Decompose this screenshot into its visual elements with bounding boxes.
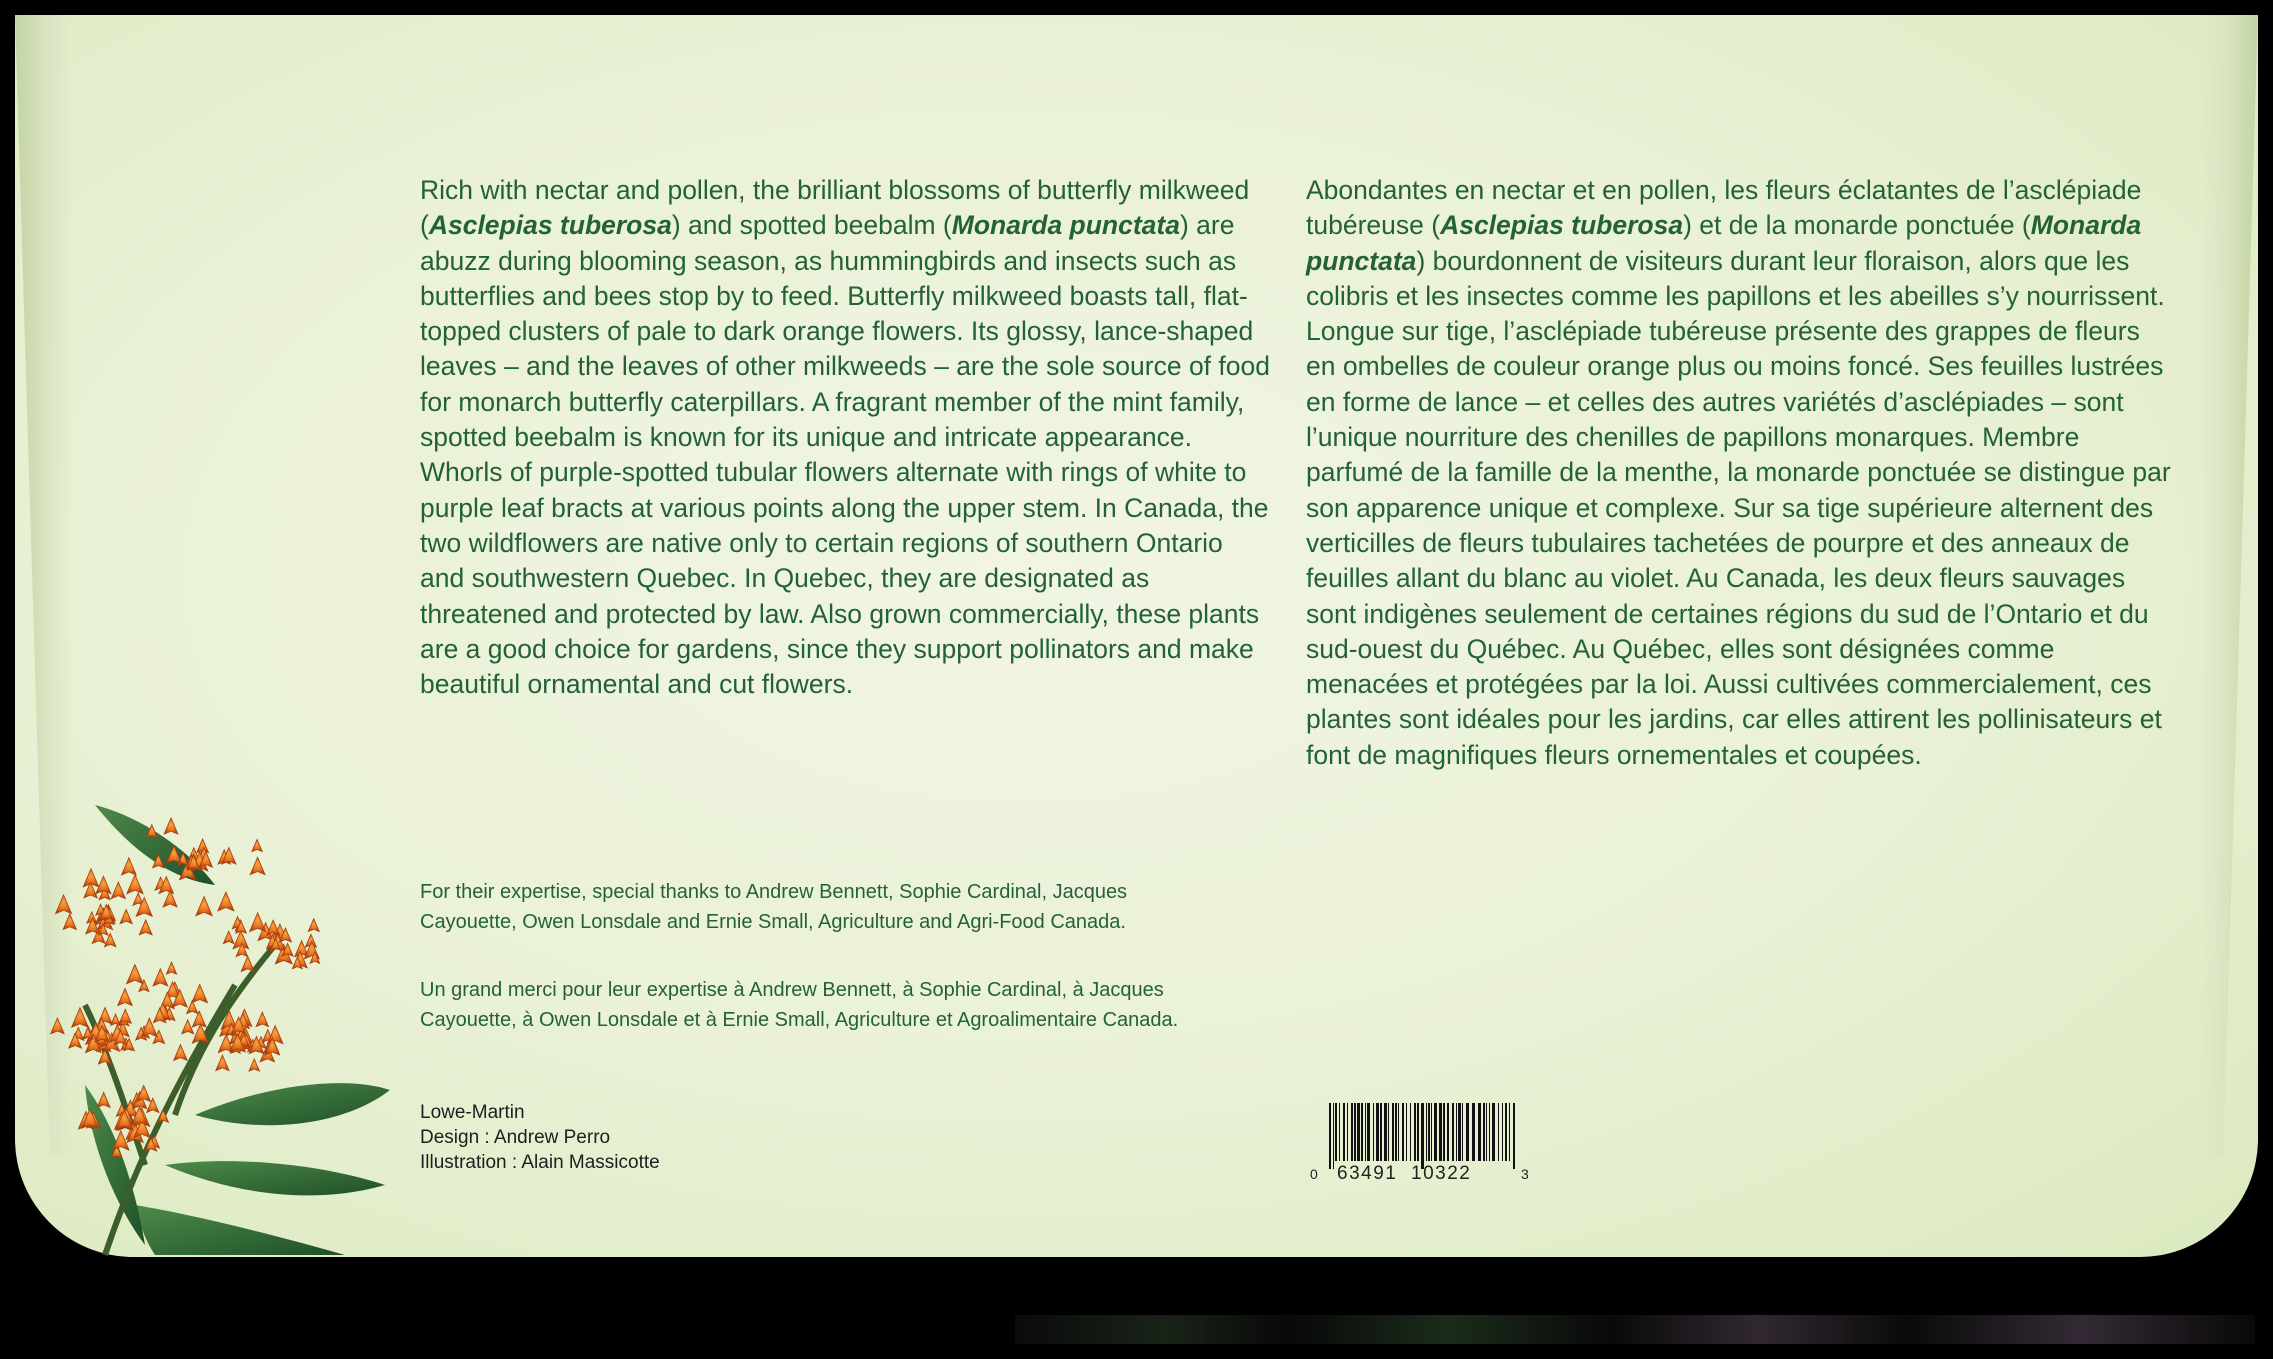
barcode-bar [1417,1103,1419,1161]
barcode-bar [1351,1103,1353,1161]
barcode-bar [1414,1103,1416,1161]
barcode-bar [1343,1103,1345,1161]
barcode-bar [1478,1103,1481,1161]
barcode-bar [1376,1103,1379,1161]
flower-illustration-strip [1015,1315,2255,1344]
barcode-bar [1347,1103,1348,1161]
barcode-bar [1388,1103,1389,1161]
barcode-bar [1431,1103,1432,1161]
english-description [420,173,1270,702]
barcode-bar [1443,1103,1445,1161]
thanks-english: For their expertise, special thanks to Andrew Bennett, Sophie Cardinal, Jacques Cayouette, Owen Lonsdale and Ernie Small, Agriculture and Agri-Food Canada. [420,881,1128,933]
barcode-bar [1339,1103,1340,1161]
species-name-milkweed: Asclepias tuberosa [428,210,672,241]
barcode-bar [1456,1103,1457,1161]
barcode-bar [1439,1103,1442,1161]
flower-petal [267,920,280,935]
barcode-bar [1462,1103,1463,1161]
barcode-bar [1426,1103,1427,1161]
flower-petal [127,875,143,894]
french-text-part: ) bourdonnent de visiteurs durant leur floraison, alors que les colibris et les insectes comme les papillons et les abeilles s’y nourrissent. Longue sur tige, l’asclépiade tubéreuse présente des grappes de fleurs en ombelles de couleur orange plus ou moins foncé. Ses feuilles lustrées en forme de lance – et celles des autres variétés d’asclépiades – sont l’unique nourriture des chenilles de papillons monarques. Membre parfumé de la famille de la menthe, la monarde ponctuée se distingue par son apparence unique et complexe. Sur sa tige supérieure alternent des verticilles de fleurs tubulaires tachetées de pourpre et des anneaux de feuilles allant du blanc au violet. Au Canada, les deux fleurs sauvages sont indigènes seulement de certaines régions du sud de l’Ontario et du sud-ouest du Québec. Au Québec, elles sont désignées comme menacées et protégées par la loi. Aussi cultivées commercialement, ces plantes sont idéales pour les jardins, car elles attirent les pollinisateurs et font de magnifiques fleurs ornementales et coupées. [1306,245,2171,770]
credits [420,1100,660,1175]
milkweed-illustration [45,785,445,1257]
flower-petal [119,1009,131,1023]
flower-petal [241,956,254,971]
barcode-bar [1333,1103,1334,1169]
barcode-lead-digit: 0 [1310,1166,1318,1182]
barcode-bars [1329,1103,1515,1169]
flower-petal [250,913,266,932]
barcode-left-digits: 63491 [1337,1163,1398,1183]
flower-petal [164,818,178,834]
flower-petal [223,931,234,944]
species-name-beebalm: Monarda punctata [1306,210,2142,276]
barcode-bar [1483,1103,1485,1161]
barcode-bar [1505,1103,1507,1161]
illustration-credit: Illustration : Alain Massicotte [420,1152,660,1173]
flower-petal [51,1018,65,1034]
barcode-bar [1458,1103,1461,1161]
stamp-envelope-frame [15,15,2258,1344]
french-text-part: ) et de la monarde ponctuée ( [1683,210,2031,241]
leaf-icon [195,1083,390,1125]
barcode-bar [1513,1103,1515,1169]
barcode [1309,1103,1539,1183]
barcode-bar [1489,1103,1490,1161]
flower-petal [120,909,132,923]
flower-petal [56,895,72,914]
flower-petal [118,988,133,1005]
barcode-bar [1380,1103,1382,1161]
flower-petal [104,933,116,947]
barcode-bar [1384,1103,1387,1161]
flower-petal [153,969,168,986]
flower-petal [174,1044,188,1060]
species-name-beebalm: Monarda punctata [951,210,1180,241]
english-text-part: Rich with nectar and pollen, the brilliant blossoms of butterfly milkweed ( [420,175,1250,241]
flower-petal [216,1055,229,1071]
leaf-icon [135,1205,345,1255]
flower-petal [127,964,144,983]
flower-petal [63,914,76,930]
barcode-bar [1354,1103,1356,1161]
barcode-bar [1447,1103,1449,1161]
barcode-bar [1466,1103,1469,1161]
barcode-bar [1395,1103,1397,1161]
flower-petal [252,839,262,851]
barcode-check-digit: 3 [1521,1166,1529,1182]
barcode-bar [1361,1103,1363,1161]
french-text-part: Abondantes en nectar et en pollen, les fleurs éclatantes de l’asclépiade tubéreuse ( [1306,175,2142,241]
flower-petal [97,1092,110,1107]
barcode-bar [1365,1103,1366,1161]
flower-petal [111,882,125,899]
leaf-icon [95,805,215,885]
barcode-bar [1428,1103,1430,1161]
flower-petal [249,1059,260,1071]
design-credit: Design : Andrew Perro [420,1127,611,1148]
flower-petal [192,984,208,1002]
barcode-bar [1492,1103,1495,1161]
english-text-part: ) and spotted beebalm ( [671,210,952,241]
flower-petal [182,1020,194,1034]
flower-petal [187,1000,198,1013]
barcode-bar [1498,1103,1499,1161]
flower-petal [218,892,234,911]
barcode-bar [1434,1103,1437,1161]
barcode-bar [1486,1103,1487,1161]
species-name-milkweed: Asclepias tuberosa [1440,210,1684,241]
barcode-bar [1402,1103,1404,1161]
flower-petal [163,891,177,907]
flower-petal [139,920,152,935]
envelope-back [15,15,2258,1257]
barcode-bar [1472,1103,1475,1161]
flower-petal [166,962,176,974]
barcode-bar [1329,1103,1331,1169]
thanks-french: Un grand merci pour leur expertise à Andrew Bennett, à Sophie Cardinal, à Jacques Cayouette, à Owen Lonsdale et à Ernie Small, Agriculture et Agroalimentaire Canada. [420,979,1179,1031]
english-text-part: ) are abuzz during blooming season, as hummingbirds and insects such as butterflies and bees stop by to feed. Butterfly milkweed boasts tall, flat-topped clusters of pale to dark orange flowers. Its glossy, lance-shaped leaves – and the leaves of other milkweeds – are the sole source of food for monarch butterfly caterpillars. A fragrant member of the mint family, spotted beebalm is known for its unique and intricate appearance. Whorls of purple-spotted tubular flowers alternate with rings of white to purple leaf bracts at various points along the upper stem. In Canada, the two wildflowers are native only to certain regions of southern Ontario and southwestern Quebec. In Quebec, they are designated as threatened and protected by law. Also grown commercially, these plants are a good choice for gardens, since they support pollinators and make beautiful ornamental and cut flowers. [420,210,1270,700]
barcode-bar [1398,1103,1399,1161]
flower-petal [256,1012,268,1027]
flower-petal [196,897,212,916]
flower-petal [121,858,136,875]
right-flap [2200,15,2258,1155]
barcode-bar [1502,1103,1503,1161]
barcode-bar [1392,1103,1394,1161]
printer-credit: Lowe-Martin [420,1102,525,1123]
leaf-icon [165,1161,385,1195]
barcode-bar [1410,1103,1411,1161]
barcode-bar [1406,1103,1407,1161]
flower-petal [250,857,265,874]
barcode-bar [1421,1103,1424,1169]
french-description [1306,173,2176,773]
barcode-bar [1367,1103,1370,1161]
flower-petal [308,919,319,932]
barcode-bar [1509,1103,1510,1161]
barcode-bar [1452,1103,1454,1161]
barcode-bar [1373,1103,1374,1161]
barcode-bar [1357,1103,1360,1161]
flower-petal [192,1011,206,1027]
barcode-right-digits: 10322 [1411,1163,1472,1183]
barcode-bar [1335,1103,1337,1161]
